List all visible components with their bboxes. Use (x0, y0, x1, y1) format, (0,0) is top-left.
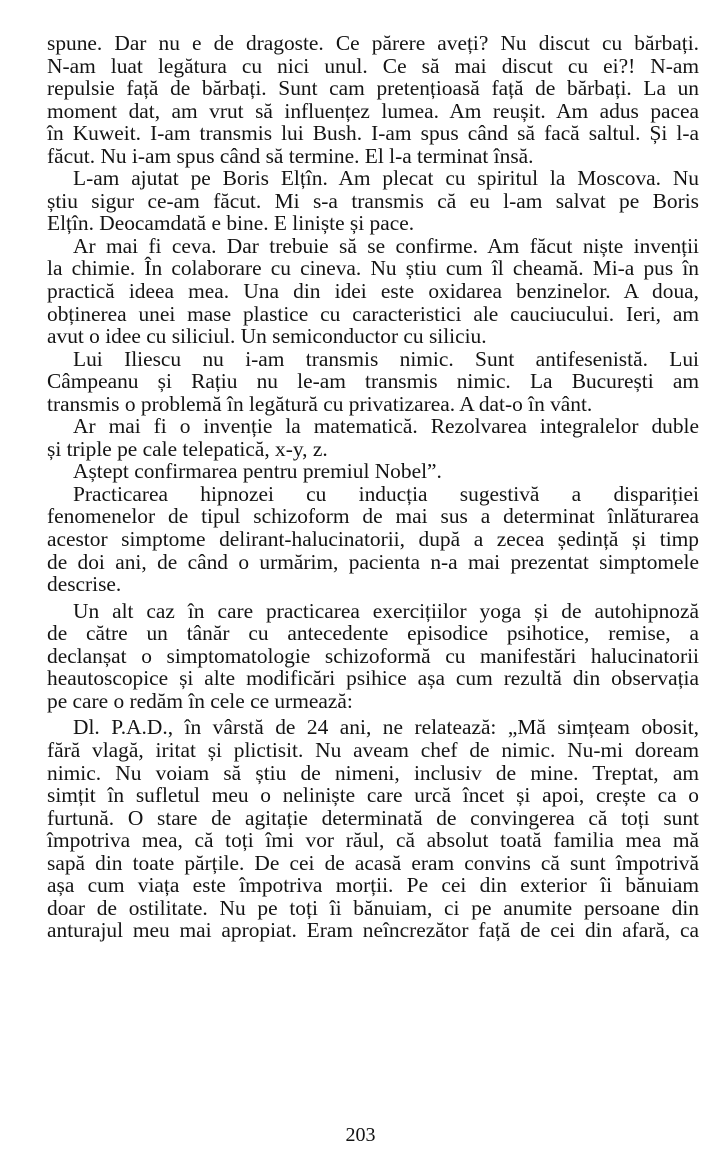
text-line: L-am ajutat pe Boris Elțîn. Am plecat cu spiritul la Moscova. Nu (73, 166, 699, 191)
paragraph (47, 235, 699, 348)
text-line: de doi ani, de când o urmărim, pacienta n-a mai prezentat simptomele (47, 549, 699, 574)
text-line: simțit în sufletul meu o neliniște care urcă încet și apoi, crește ca o (47, 783, 699, 808)
paragraph (47, 600, 699, 713)
text-line: furtună. O stare de agitație determinată de convingerea că toți sunt (47, 805, 699, 830)
text-line: sapă din toate părțile. De cei de acasă eram convins că sunt împotrivă (47, 850, 699, 875)
paragraph (47, 32, 699, 167)
paragraph (47, 716, 699, 941)
paragraph (47, 348, 699, 416)
text-line: fără vlagă, iritat și plictisit. Nu aveam chef de nimic. Nu-mi doream (47, 737, 699, 762)
text-line: Un alt caz în care practicarea exercițiilor yoga și de autohipnoză (73, 598, 699, 623)
text-line: pe care o redăm în cele ce urmează: (47, 688, 353, 713)
text-line: practică ideea mea. Una din idei este oxidarea benzinelor. A doua, (47, 279, 699, 304)
text-line: descrise. (47, 572, 122, 597)
paragraph (47, 167, 699, 235)
text-line: împotriva mea, că toți îmi vor răul, că absolut toată familia mea mă (47, 828, 699, 853)
text-line: știu sigur ce-am făcut. Mi s-a transmis că eu l-am salvat pe Boris (47, 188, 699, 213)
text-line: Lui Iliescu nu i-am transmis nimic. Sunt antifesenistă. Lui (73, 346, 699, 371)
text-line: transmis o problemă în legătură cu privatizarea. A dat-o în vânt. (47, 391, 593, 416)
book-page (47, 32, 699, 1152)
text-line: Ar mai fi ceva. Dar trebuie să se confirme. Am făcut niște invenții (73, 233, 699, 258)
text-line: și triple pe cale telepatică, x-y, z. (47, 436, 328, 461)
text-line: doar de ostilitate. Nu pe toți îi bănuiam, ci pe anumite persoane din (47, 895, 699, 920)
text-line: Ar mai fi o invenție la matematică. Rezolvarea integralelor duble (73, 414, 699, 439)
text-line: în Kuweit. I-am transmis lui Bush. I-am spus când să facă saltul. Și l-a (47, 121, 699, 146)
text-line: heautoscopice și alte modificări psihice așa cum rezultă din observația (47, 666, 699, 691)
page-number: 203 (345, 1124, 376, 1146)
paragraph (47, 415, 699, 460)
text-line: așa cum viața este împotriva morții. Pe cei din exterior îi bănuiam (47, 873, 699, 898)
text-line: repulsie față de bărbați. Sunt cam pretențioasă față de bărbați. La un (47, 76, 699, 101)
text-line: acestor simptome delirant-halucinatorii, după a zecea ședință și timp (47, 527, 699, 552)
paragraph (47, 460, 699, 483)
text-line: Practicarea hipnozei cu inducția sugestivă a dispariției (73, 481, 699, 506)
text-line: anturajul meu mai apropiat. Eram neîncrezător față de cei din afară, ca (47, 918, 699, 943)
text-line: declanșat o simptomatologie schizoformă cu manifestări halucinatorii (47, 643, 699, 668)
text-line: fenomenelor de tipul schizoform de mai sus a determinat înlăturarea (47, 504, 699, 529)
text-line: spune. Dar nu e de dragoste. Ce părere aveți? Nu discut cu bărbați. (47, 31, 699, 55)
text-line: Aștept confirmarea pentru premiul Nobel”. (73, 459, 442, 484)
text-line: Elțîn. Deocamdată e bine. E liniște și pace. (47, 211, 415, 236)
text-line: N-am luat legătura cu nici unul. Ce să mai discut cu ei?! N-am (47, 53, 699, 78)
text-line: avut o idee cu siliciul. Un semiconductor cu siliciu. (47, 324, 487, 349)
text-line: făcut. Nu i-am spus când să termine. El l-a terminat însă. (47, 143, 534, 168)
text-line: de către un tânăr cu antecedente episodice psihotice, remise, a (47, 621, 699, 646)
text-line: Dl. P.A.D., în vârstă de 24 ani, ne relatează: „Mă simțeam obosit, (73, 715, 699, 740)
paragraph (47, 483, 699, 596)
text-line: moment dat, am vrut să influențez lumea. Am reușit. Am adus pacea (47, 98, 699, 123)
text-line: la chimie. În colaborare cu cineva. Nu știu cum îl cheamă. Mi-a pus în (47, 256, 699, 281)
text-line: obținerea unei mase plastice cu caracteristici ale cauciucului. Ieri, am (47, 301, 699, 326)
text-line: nimic. Nu voiam să știu de nimeni, inclusiv de mine. Treptat, am (47, 760, 699, 785)
text-line: Câmpeanu și Rațiu nu le-am transmis nimic. La București am (47, 369, 699, 394)
